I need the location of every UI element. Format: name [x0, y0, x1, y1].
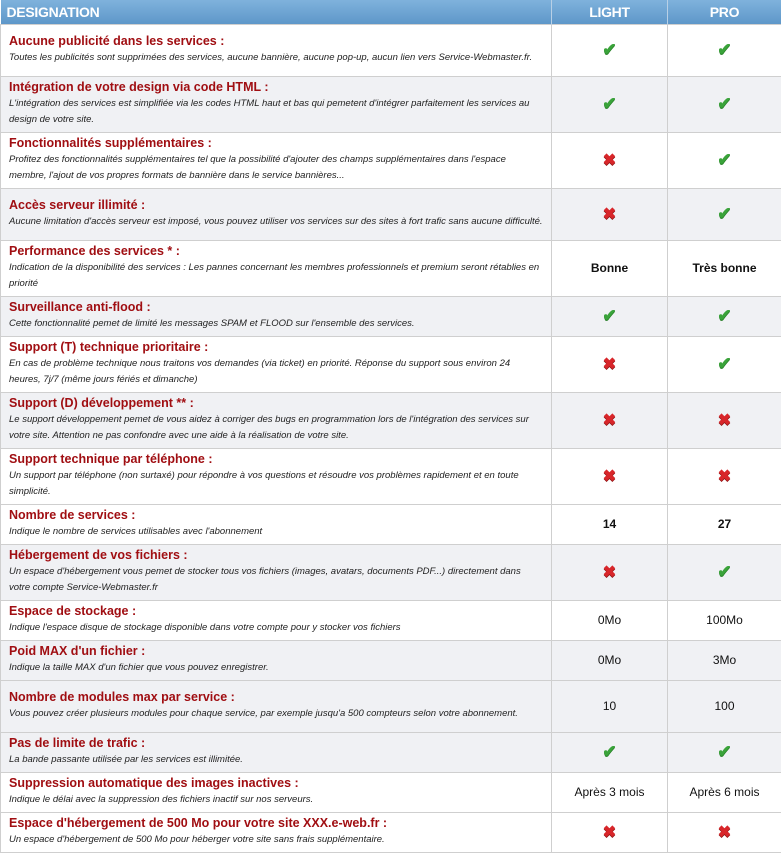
feature-title: Fonctionnalités supplémentaires :	[9, 136, 543, 150]
feature-description: Indique le délai avec la suppression des fichiers inactif sur nos serveurs.	[9, 792, 543, 808]
table-row	[1, 77, 781, 133]
feature-description: L'intégration des services est simplifiée via les codes HTML haut et bas qui pemetent d'intégrer parfaitement les services au design de votre site.	[9, 96, 543, 128]
feature-description: Toutes les publicités sont supprimées des services, aucune bannière, aucune pop-up, aucun lien vers Service-Webmaster.fr.	[9, 50, 543, 66]
feature-cell	[1, 545, 552, 601]
cross-icon: ✖	[603, 564, 616, 581]
feature-title: Espace d'hébergement de 500 Mo pour votre site XXX.e-web.fr :	[9, 816, 543, 830]
feature-cell	[1, 601, 552, 641]
light-value-cell	[552, 189, 668, 241]
light-value: 0Mo	[598, 613, 621, 627]
pro-value-cell	[668, 733, 781, 773]
light-value-cell	[552, 813, 668, 853]
feature-description: Cette fonctionnalité pemet de limité les messages SPAM et FLOOD sur l'ensemble des services.	[9, 316, 543, 332]
light-value-cell	[552, 393, 668, 449]
pro-value: 100Mo	[706, 613, 743, 627]
cross-icon: ✖	[603, 356, 616, 373]
pro-value-cell	[668, 241, 781, 297]
feature-title: Pas de limite de trafic :	[9, 736, 543, 750]
light-value-cell	[552, 773, 668, 813]
pro-value-cell	[668, 773, 781, 813]
feature-title: Support technique par téléphone :	[9, 452, 543, 466]
table-row	[1, 337, 781, 393]
feature-title: Accès serveur illimité :	[9, 198, 543, 212]
feature-description: Indication de la disponibilité des services : Les pannes concernant les membres professionnels et premium seront rétablies en priorité	[9, 260, 543, 292]
light-value-cell	[552, 297, 668, 337]
pro-value-cell	[668, 813, 781, 853]
feature-cell	[1, 77, 552, 133]
pro-value: 100	[714, 699, 734, 713]
light-value-cell	[552, 241, 668, 297]
pro-value-cell	[668, 505, 781, 545]
light-value-cell	[552, 337, 668, 393]
feature-cell	[1, 813, 552, 853]
feature-description: Le support développement pemet de vous aidez à corriger des bugs en programmation lors de l'intégration des services sur votre site. Attention ne pas confondre avec une aide à la réalisation de votre site.	[9, 412, 543, 444]
feature-description: Aucune limitation d'accès serveur est imposé, vous pouvez utiliser vos services sur des sites à fort trafic sans aucune difficulté.	[9, 214, 543, 230]
check-icon: ✔	[717, 204, 731, 223]
feature-description: Un espace d'hébergement de 500 Mo pour héberger votre site sans frais supplémentaire.	[9, 832, 543, 848]
table-row	[1, 241, 781, 297]
light-value-cell	[552, 505, 668, 545]
feature-description: Un support par téléphone (non surtaxé) pour répondre à vos questions et résoudre vos problèmes rapidement et en toute simplicité.	[9, 468, 543, 500]
light-value-cell	[552, 25, 668, 77]
cross-icon: ✖	[603, 152, 616, 169]
header-pro: PRO	[668, 0, 781, 25]
table-header	[1, 0, 781, 25]
light-value-cell	[552, 641, 668, 681]
header-designation: DESIGNATION	[1, 0, 552, 25]
cross-icon: ✖	[718, 824, 731, 841]
check-icon: ✔	[602, 94, 616, 113]
table-row	[1, 25, 781, 77]
check-icon: ✔	[717, 150, 731, 169]
cross-icon: ✖	[718, 412, 731, 429]
cross-icon: ✖	[603, 412, 616, 429]
table-row	[1, 773, 781, 813]
feature-title: Performance des services * :	[9, 244, 543, 258]
feature-title: Aucune publicité dans les services :	[9, 34, 543, 48]
light-value: Après 3 mois	[574, 785, 644, 799]
table-row	[1, 189, 781, 241]
light-value-cell	[552, 681, 668, 733]
feature-cell	[1, 337, 552, 393]
check-icon: ✔	[602, 306, 616, 325]
check-icon: ✔	[717, 94, 731, 113]
feature-cell	[1, 297, 552, 337]
feature-description: Indique le nombre de services utilisables avec l'abonnement	[9, 524, 543, 540]
pro-value-cell	[668, 25, 781, 77]
feature-cell	[1, 681, 552, 733]
pro-value-cell	[668, 681, 781, 733]
pro-value-cell	[668, 601, 781, 641]
table-row	[1, 393, 781, 449]
pro-value: Très bonne	[692, 261, 756, 275]
feature-cell	[1, 25, 552, 77]
feature-title: Surveillance anti-flood :	[9, 300, 543, 314]
feature-title: Suppression automatique des images inactives :	[9, 776, 543, 790]
feature-description: Indique l'espace disque de stockage disponible dans votre compte pour y stocker vos fichiers	[9, 620, 543, 636]
feature-cell	[1, 189, 552, 241]
light-value: 10	[603, 699, 616, 713]
check-icon: ✔	[717, 40, 731, 59]
feature-cell	[1, 449, 552, 505]
feature-title: Poid MAX d'un fichier :	[9, 644, 543, 658]
cross-icon: ✖	[603, 468, 616, 485]
light-value-cell	[552, 449, 668, 505]
check-icon: ✔	[717, 354, 731, 373]
check-icon: ✔	[717, 306, 731, 325]
pro-value: 27	[718, 517, 731, 531]
light-value-cell	[552, 77, 668, 133]
check-icon: ✔	[602, 742, 616, 761]
light-value-cell	[552, 133, 668, 189]
light-value-cell	[552, 601, 668, 641]
table-row	[1, 449, 781, 505]
cross-icon: ✖	[603, 206, 616, 223]
feature-title: Support (T) technique prioritaire :	[9, 340, 543, 354]
feature-description: En cas de problème technique nous traitons vos demandes (via ticket) en priorité. Réponse du support sous environ 24 heures, 7j/7 (même jours fériés et dimanche)	[9, 356, 543, 388]
feature-title: Nombre de services :	[9, 508, 543, 522]
feature-description: Indique la taille MAX d'un fichier que vous pouvez enregistrer.	[9, 660, 543, 676]
feature-title: Nombre de modules max par service :	[9, 690, 543, 704]
feature-cell	[1, 733, 552, 773]
cross-icon: ✖	[603, 824, 616, 841]
table-row	[1, 601, 781, 641]
pro-value: 3Mo	[713, 653, 736, 667]
feature-cell	[1, 133, 552, 189]
cross-icon: ✖	[718, 468, 731, 485]
feature-cell	[1, 393, 552, 449]
light-value: 14	[603, 517, 616, 531]
pro-value-cell	[668, 393, 781, 449]
feature-description: Un espace d'hébergement vous pemet de stocker tous vos fichiers (images, avatars, documents PDF...) directement dans votre compte Service-Webmaster.fr	[9, 564, 543, 596]
header-light: LIGHT	[552, 0, 668, 25]
feature-title: Hébergement de vos fichiers :	[9, 548, 543, 562]
pro-value-cell	[668, 641, 781, 681]
light-value-cell	[552, 545, 668, 601]
table-row	[1, 545, 781, 601]
table-row	[1, 681, 781, 733]
pro-value: Après 6 mois	[689, 785, 759, 799]
table-row	[1, 813, 781, 853]
feature-description: La bande passante utilisée par les services est illimitée.	[9, 752, 543, 768]
pro-value-cell	[668, 297, 781, 337]
check-icon: ✔	[717, 562, 731, 581]
feature-title: Support (D) développement ** :	[9, 396, 543, 410]
pro-value-cell	[668, 337, 781, 393]
pro-value-cell	[668, 77, 781, 133]
feature-cell	[1, 241, 552, 297]
check-icon: ✔	[717, 742, 731, 761]
pro-value-cell	[668, 133, 781, 189]
table-row	[1, 733, 781, 773]
light-value: Bonne	[591, 261, 628, 275]
feature-description: Vous pouvez créer plusieurs modules pour chaque service, par exemple jusqu'a 500 compteurs selon votre abonnement.	[9, 706, 543, 722]
feature-cell	[1, 505, 552, 545]
feature-description: Profitez des fonctionnalités supplémentaires tel que la possibilité d'ajouter des champs supplémentaires dans l'espace membre, l'ajout de vos propres formats de bannière dans le service bannières...	[9, 152, 543, 184]
light-value-cell	[552, 733, 668, 773]
feature-title: Espace de stockage :	[9, 604, 543, 618]
pro-value-cell	[668, 189, 781, 241]
pro-value-cell	[668, 545, 781, 601]
feature-cell	[1, 641, 552, 681]
table-row	[1, 505, 781, 545]
light-value: 0Mo	[598, 653, 621, 667]
table-row	[1, 641, 781, 681]
feature-title: Intégration de votre design via code HTML :	[9, 80, 543, 94]
feature-cell	[1, 773, 552, 813]
pro-value-cell	[668, 449, 781, 505]
table-row	[1, 297, 781, 337]
table-row	[1, 133, 781, 189]
check-icon: ✔	[602, 40, 616, 59]
